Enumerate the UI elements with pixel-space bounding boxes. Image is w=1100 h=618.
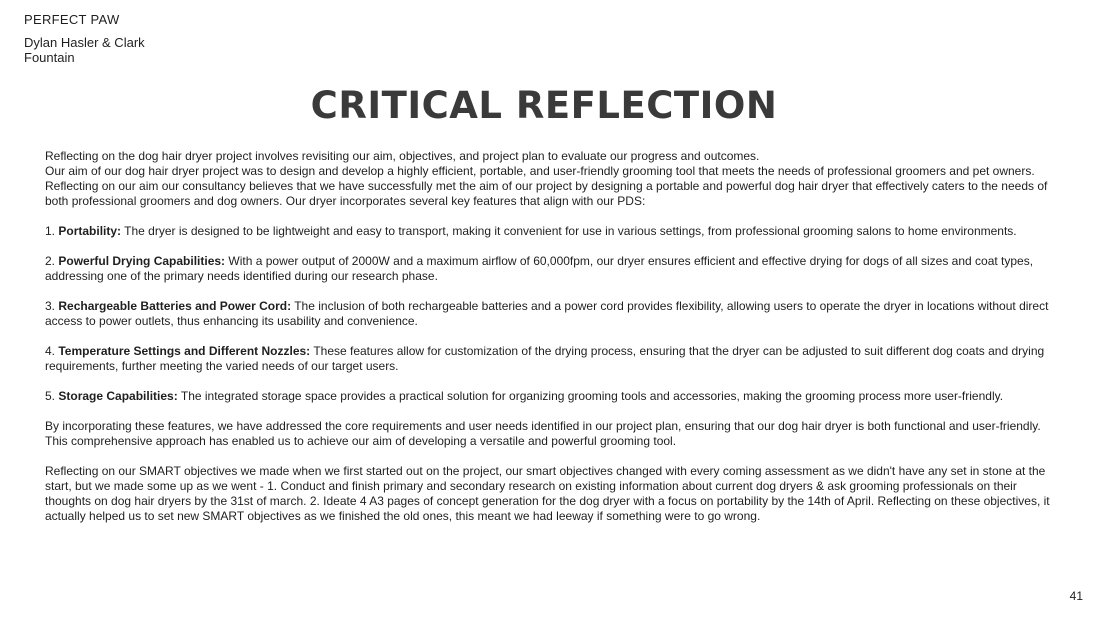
feature-heading: Rechargeable Batteries and Power Cord: — [58, 299, 292, 313]
feature-heading: Storage Capabilities: — [58, 389, 178, 403]
feature-text: The dryer is designed to be lightweight and easy to transport, making it convenient for use in various settings, from professional grooming salons to home environments. — [124, 224, 1017, 238]
authors: Dylan Hasler & Clark Fountain — [24, 35, 145, 65]
feature-number: 1. — [45, 224, 56, 238]
feature-text: The inclusion of both rechargeable batteries and a power cord provides flexibility, allowing users to operate the dryer in locations without direct access to power outlets, thus enhancing its usability and convenience. — [45, 299, 1049, 328]
page-title: CRITICAL REFLECTION — [310, 84, 778, 127]
feature-item-3 — [45, 299, 1055, 329]
feature-heading: Portability: — [58, 224, 122, 238]
feature-number: 3. — [45, 299, 56, 313]
feature-text: With a power output of 2000W and a maximum airflow of 60,000fpm, our dryer ensures efficient and effective drying for dogs of all sizes and coat types, addressing one of the primary needs identified during our research phase. — [45, 254, 1034, 283]
brand-name: PERFECT PAW — [24, 12, 120, 27]
summary-paragraph: By incorporating these features, we have addressed the core requirements and user needs identified in our project plan, ensuring that our dog hair dryer is both functional and user-friendly. This comprehensive approach has enabled us to achieve our aim of developing a versatile and powerful grooming tool. — [45, 419, 1041, 448]
intro-paragraph: Our aim of our dog hair dryer project was to design and develop a highly efficient, portable, and user-friendly grooming tool that meets the needs of professional groomers and pet owners. Reflecting on our aim our consultancy believes that we have successfully met the aim of our project by designing a portable and powerful dog hair dryer that effectively caters to the needs of both professional groomers and dog owners. Our dryer incorporates several key features that align with our PDS: — [45, 164, 1048, 208]
page-number: 41 — [1069, 589, 1083, 603]
feature-item-1 — [45, 224, 1055, 239]
intro-line-1: Reflecting on the dog hair dryer project involves revisiting our aim, objectives, and project plan to evaluate our progress and outcomes. — [45, 149, 760, 163]
feature-number: 4. — [45, 344, 56, 358]
feature-heading: Temperature Settings and Different Nozzles: — [58, 344, 311, 358]
body-text — [45, 149, 1055, 539]
feature-text: These features allow for customization of the drying process, ensuring that the dryer can be adjusted to suit different dog coats and drying requirements, further meeting the varied needs of our target users. — [45, 344, 1045, 373]
feature-item-5 — [45, 389, 1055, 404]
feature-item-2 — [45, 254, 1055, 284]
feature-item-4 — [45, 344, 1055, 374]
objectives-paragraph: Reflecting on our SMART objectives we made when we first started out on the project, our smart objectives changed with every coming assessment as we didn't have any set in stone at the start, but we made some up as we went - 1. Conduct and finish primary and secondary research on existing information about current dog dryers & ask grooming professionals on their thoughts on dog hair dryers by the 31st of march. 2. Ideate 4 A3 pages of concept generation for the dog dryer with a focus on portability by the 14th of April. Reflecting on these objectives, it actually helped us to set new SMART objectives as we finished the old ones, this meant we had leeway if something were to go wrong. — [45, 464, 1050, 523]
feature-text: The integrated storage space provides a practical solution for organizing grooming tools and accessories, making the grooming process more user-friendly. — [180, 389, 1004, 403]
feature-number: 5. — [45, 389, 56, 403]
feature-heading: Powerful Drying Capabilities: — [58, 254, 226, 268]
feature-number: 2. — [45, 254, 56, 268]
